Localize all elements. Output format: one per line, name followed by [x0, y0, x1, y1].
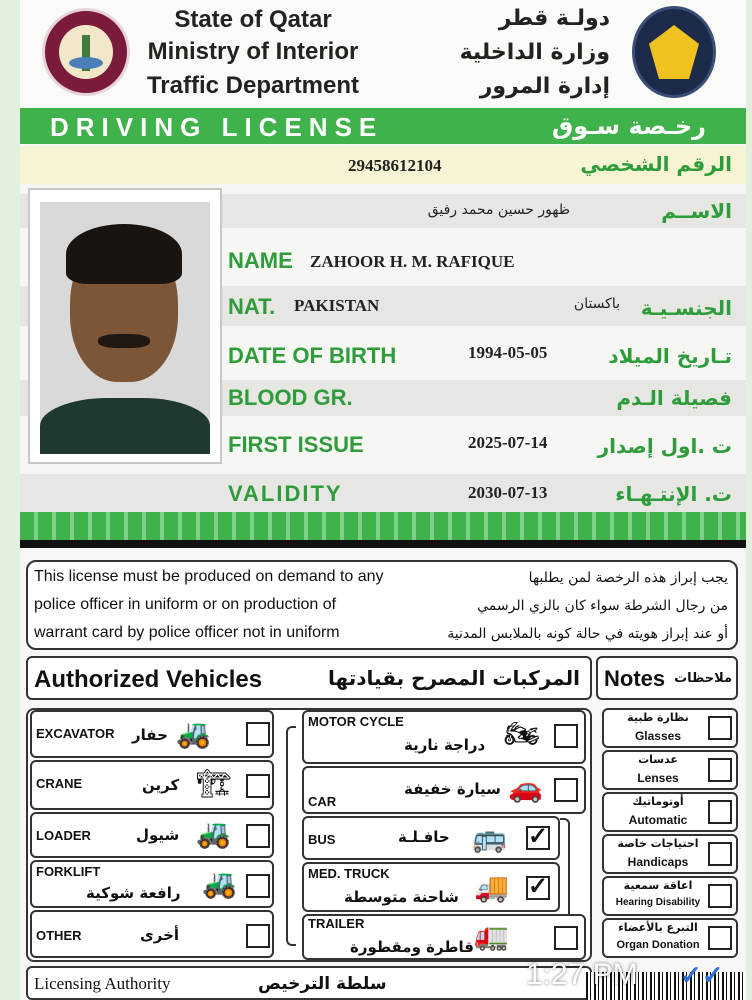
- note-label-en: Handicaps: [627, 855, 689, 869]
- notice-en-line3: warrant card by police officer not in uniform: [34, 624, 340, 641]
- nat-label-ar: الجنسـيـة: [640, 296, 732, 320]
- card-divider: [20, 540, 746, 548]
- vehicle-med-truck: [302, 862, 560, 912]
- licensing-authority-row: [26, 966, 592, 1000]
- dob-value: 1994-05-05: [468, 343, 548, 362]
- note-automatic: [602, 792, 738, 832]
- vehicle-crane: [30, 760, 274, 810]
- id-label-ar: الرقم الشخصي: [580, 152, 732, 176]
- holder-photo: [40, 202, 210, 454]
- title-ar: رخـصة سـوق: [551, 112, 706, 140]
- note-handicaps: [602, 834, 738, 874]
- vehicle-bus: [302, 816, 560, 860]
- nat-value-ar: باكستان: [573, 296, 620, 312]
- authorized-vehicles-ar: المركبات المصرح بقيادتها: [328, 666, 580, 690]
- note-label-ar: احتياجات خاصة: [617, 837, 699, 850]
- license-header: [20, 0, 746, 108]
- vehicle-label-ar: سيارة خفيفة: [404, 780, 501, 798]
- note-label-en: Organ Donation: [616, 939, 700, 951]
- vehicle-checkbox[interactable]: [554, 926, 578, 950]
- vehicle-car: [302, 766, 586, 814]
- vehicle-label-ar: حافـلـة: [398, 828, 450, 846]
- note-label-en: Automatic: [628, 813, 688, 827]
- note-label-ar: نظارة طبية: [627, 711, 689, 724]
- vehicle-label-en: CAR: [308, 794, 337, 809]
- vehicle-label-en: TRAILER: [308, 916, 365, 931]
- blood-label-en: BLOOD GR.: [228, 385, 353, 410]
- vehicle-label-ar: رافعة شوكية: [86, 884, 181, 902]
- note-checkbox[interactable]: [708, 926, 732, 950]
- vehicle-other: [30, 910, 274, 958]
- id-value: 29458612104: [348, 156, 442, 175]
- notice-ar-line2: من رجال الشرطة سواء كان بالزي الرسمي: [477, 598, 728, 614]
- vehicle-checkbox[interactable]: [246, 774, 270, 798]
- header-en-line3: Traffic Department: [146, 72, 360, 99]
- vehicle-label-en: BUS: [308, 832, 336, 847]
- validity-value: 2030-07-13: [468, 483, 548, 502]
- vehicle-checkbox[interactable]: [246, 824, 270, 848]
- vehicle-label-en: CRANE: [36, 776, 83, 791]
- name-value-en: ZAHOOR H. M. RAFIQUE: [310, 252, 515, 271]
- loader-icon: 🚜: [196, 818, 231, 849]
- vehicle-label-en: MOTOR CYCLE: [308, 714, 404, 729]
- notice-ar-line1: يجب إبراز هذه الرخصة لمن يطلبها: [528, 570, 728, 586]
- header-ar-line2: وزارة الداخلية: [459, 40, 610, 65]
- crane-icon: 🏗: [196, 768, 232, 799]
- vehicle-checkbox[interactable]: [246, 722, 270, 746]
- vehicle-excavator: [30, 710, 274, 758]
- validity-label-en: VALIDITY: [228, 481, 343, 506]
- nat-label-en: NAT.: [228, 294, 276, 319]
- note-hearing: [602, 876, 738, 916]
- vehicle-checkbox[interactable]: [554, 778, 578, 802]
- vehicle-checkbox[interactable]: [246, 924, 270, 948]
- nat-value-en: PAKISTAN: [294, 296, 380, 315]
- qatar-emblem-icon: [42, 8, 130, 96]
- header-ar-line1: دولـة قطر: [498, 6, 610, 31]
- note-checkbox[interactable]: [708, 716, 732, 740]
- notes-header-en: Notes: [604, 666, 666, 691]
- note-label-ar: عدسات: [638, 753, 678, 766]
- note-label-en: Glasses: [634, 729, 682, 743]
- title-band: [20, 108, 746, 144]
- vehicle-checkbox-checked[interactable]: ✓: [528, 873, 549, 900]
- truck-icon: 🚚: [474, 872, 509, 903]
- forklift-icon: 🚜: [202, 868, 237, 899]
- vehicle-checkbox[interactable]: [246, 874, 270, 898]
- vehicle-label-en: FORKLIFT: [36, 864, 101, 879]
- vehicle-label-ar: دراجة نارية: [404, 736, 486, 754]
- note-label-ar: أوتوماتيك: [632, 795, 684, 808]
- vehicle-forklift: [30, 860, 274, 908]
- notice-box: [26, 560, 738, 650]
- vehicle-label-ar: كرين: [142, 776, 180, 794]
- note-organ-donation: [602, 918, 738, 958]
- title-en: DRIVING LICENSE: [50, 112, 384, 142]
- notes-header-ar: ملاحظات: [674, 671, 732, 686]
- vehicle-label-ar: حفار: [132, 726, 168, 744]
- vehicle-motorcycle: [302, 710, 586, 764]
- note-label-ar: اعاقة سمعية: [623, 879, 693, 892]
- vehicle-label-en: LOADER: [36, 828, 91, 843]
- note-checkbox[interactable]: [708, 842, 732, 866]
- vehicle-label-ar: شيول: [136, 826, 180, 844]
- header-ar-line3: إدارة المرور: [479, 74, 610, 99]
- notice-ar-line3: أو عند إبراز هويته في حالة كونه بالملابس المدنية: [447, 626, 728, 642]
- notice-en-line2: police officer in uniform or on production of: [34, 596, 337, 613]
- message-timestamp: 1:27 PM: [526, 958, 638, 991]
- vehicle-label-ar: شاحنة متوسطة: [344, 888, 459, 906]
- holder-photo-frame: [28, 188, 222, 464]
- vehicle-label-ar: قاطرة ومقطورة: [350, 938, 474, 956]
- dob-label-en: DATE OF BIRTH: [228, 343, 397, 368]
- vehicle-label-en: EXCAVATOR: [36, 726, 115, 741]
- car-icon: 🚗: [508, 772, 543, 803]
- validity-label-ar: ت. الإنتـهـاء: [615, 482, 732, 506]
- vehicle-trailer: [302, 914, 586, 960]
- name-value-ar: ظهور حسين محمد رفيق: [427, 202, 570, 218]
- note-checkbox[interactable]: [708, 800, 732, 824]
- note-label-en: Lenses: [637, 771, 679, 785]
- license-front: [20, 0, 746, 540]
- notice-en-line1: This license must be produced on demand to any: [34, 568, 384, 585]
- note-label-ar: التبرع بالأعضاء: [618, 921, 698, 934]
- vehicle-label-ar: أخرى: [140, 926, 180, 944]
- bus-icon: 🚌: [472, 822, 507, 853]
- vehicle-checkbox-checked[interactable]: ✓: [528, 823, 549, 850]
- vehicle-checkbox[interactable]: [554, 724, 578, 748]
- name-label-en: NAME: [228, 248, 293, 273]
- licensing-authority-ar: سلطة الترخيص: [258, 974, 387, 994]
- blood-label-ar: فصيلة الـدم: [616, 386, 732, 410]
- header-en-line1: State of Qatar: [174, 6, 332, 33]
- first-issue-value: 2025-07-14: [468, 433, 548, 452]
- vehicle-loader: [30, 812, 274, 858]
- header-en-line2: Ministry of Interior: [147, 38, 359, 65]
- licensing-authority-en: Licensing Authority: [34, 974, 171, 993]
- note-label-en: Hearing Disability: [615, 897, 701, 908]
- note-checkbox[interactable]: [708, 884, 732, 908]
- first-issue-label-en: FIRST ISSUE: [228, 432, 364, 457]
- gcc-emblem-icon: [632, 6, 716, 98]
- license-back: [20, 548, 746, 1000]
- dob-label-ar: تـاريخ الميلاد: [608, 344, 732, 368]
- vehicles-bracket-left: [286, 726, 296, 946]
- authorized-vehicles-en: Authorized Vehicles: [34, 666, 263, 693]
- decorative-pattern: [20, 512, 746, 540]
- validity-row: [20, 474, 746, 512]
- note-checkbox[interactable]: [708, 758, 732, 782]
- note-glasses: [602, 708, 738, 748]
- notes-header: [596, 656, 738, 700]
- first-issue-label-ar: ت .اول إصدار: [597, 434, 732, 458]
- vehicle-label-en: MED. TRUCK: [308, 866, 390, 881]
- name-label-ar: الاســم: [661, 199, 732, 223]
- id-row: [20, 146, 746, 184]
- note-lenses: [602, 750, 738, 790]
- vehicle-label-en: OTHER: [36, 928, 82, 943]
- excavator-icon: 🚜: [176, 718, 211, 749]
- motorcycle-icon: 🏍: [504, 718, 540, 749]
- authorized-vehicles-header: [26, 656, 592, 700]
- trailer-icon: 🚛: [474, 920, 509, 951]
- read-receipt-icon: ✓✓: [680, 960, 724, 990]
